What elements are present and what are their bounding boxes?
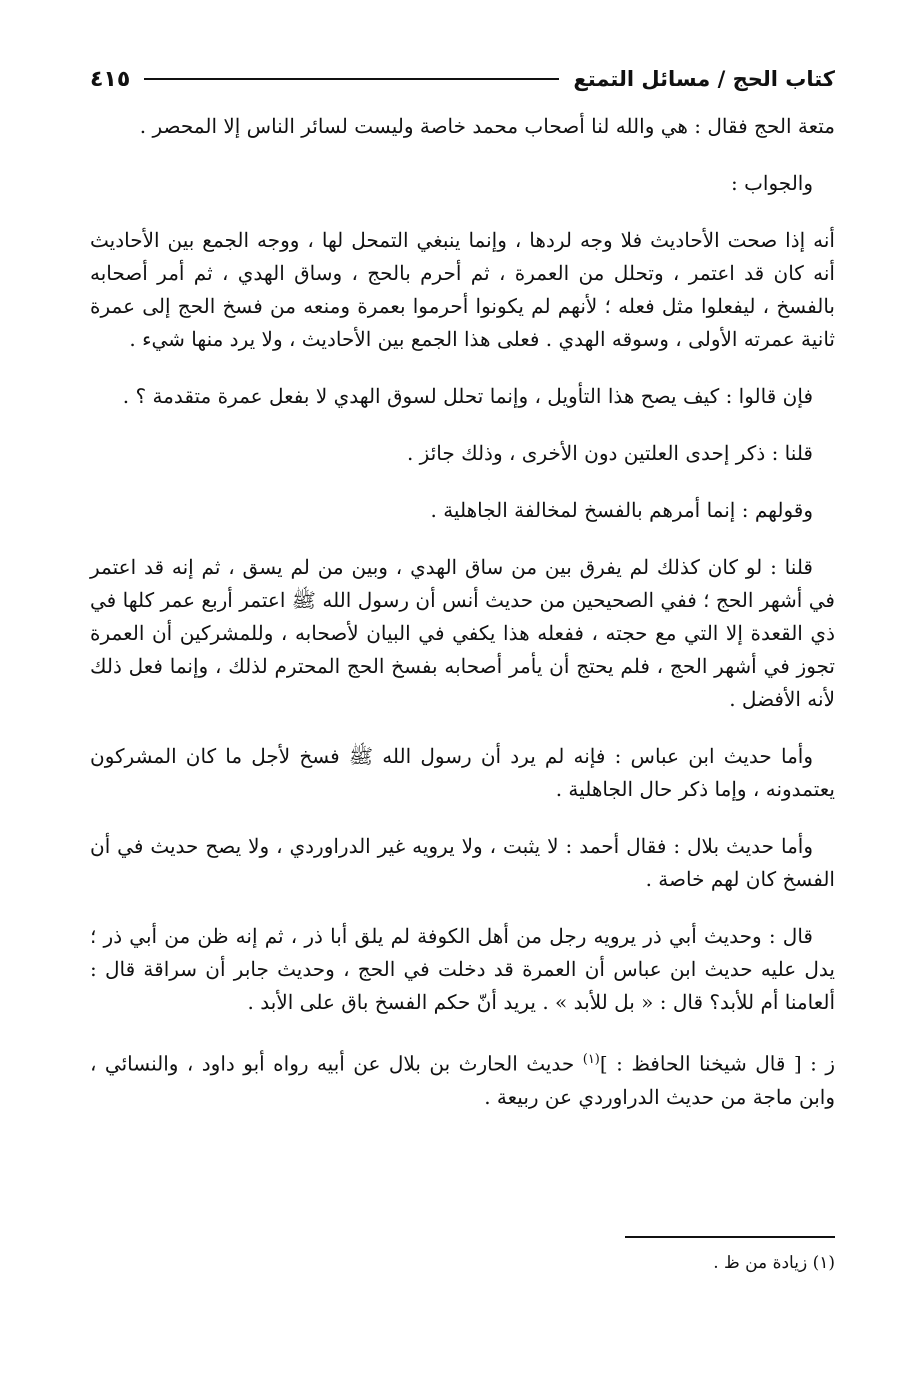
paragraph: وأما حديث ابن عباس : فإنه لم يرد أن رسول الله ﷺ فسخ لأجل ما كان المشركون يعتمدونه ، وإما ذكر حال الجاهلية . — [90, 744, 835, 801]
paragraph: وأما حديث بلال : فقال أحمد : لا يثبت ، ولا يرويه غير الدراوردي ، ولا يصح حديث في أن الفسخ كان لهم خاصة . — [90, 834, 835, 891]
page-number: ٤١٥ — [90, 66, 131, 92]
footnote-separator — [625, 1236, 835, 1238]
header-rule — [144, 78, 559, 80]
paragraph: فإن قالوا : كيف يصح هذا التأويل ، وإنما تحلل لسوق الهدي لا بفعل عمرة متقدمة ؟ . — [122, 384, 813, 408]
paragraph: وقولهم : إنما أمرهم بالفسخ لمخالفة الجاهلية . — [430, 498, 813, 522]
paragraph: قال : وحديث أبي ذر يرويه رجل من أهل الكوفة لم يلق أبا ذر ، ثم إنه ظن من أبي ذر ؛ يدل عليه حديث ابن عباس أن العمرة قد دخلت في الحج ، وحديث جابر أن سراقة قال : ألعامنا أم للأبد؟ قال : « بل للأبد » . يريد أنّ حكم الفسخ باق على الأبد . — [90, 924, 835, 1014]
paragraph: متعة الحج فقال : هي والله لنا أصحاب محمد خاصة وليست لسائر الناس إلا المحصر . — [139, 114, 835, 138]
paragraph: قلنا : ذكر إحدى العلتين دون الأخرى ، وذلك جائز . — [406, 441, 813, 465]
running-header — [90, 62, 835, 96]
paragraph: أنه إذا صحت الأحاديث فلا وجه لردها ، وإنما ينبغي التمحل لها ، ووجه الجمع بين الأحاديث أنه كان قد اعتمر ، وتحلل من العمرة ، ثم أحرم بالحج ، وساق الهدي ، ثم أمر أصحابه بالفسخ ، ليفعلوا مثل فعله ؛ لأنهم لم يكونوا أحرموا بعمرة ومنعه من فسخ الحج إلى عمرة ثانية عمرته الأولى ، وسوقه الهدي . فعلى هذا الجمع بين الأحاديث ، ولا يرد منها شيء . — [90, 228, 835, 351]
paragraph: والجواب : — [730, 171, 813, 195]
paragraph-text: حديث الحارث بن بلال عن أبيه رواه أبو داود ، والنسائي ، وابن ماجة من حديث الدراوردي عن ربيعة . — [90, 1051, 835, 1109]
paragraph-with-footnote-ref — [90, 1043, 835, 1114]
editor-addition: ز : [ قال شيخنا الحافظ : ] — [599, 1051, 835, 1076]
paragraph: قلنا : لو كان كذلك لم يفرق بين من ساق الهدي ، وبين من لم يسق ، ثم إنه قد اعتمر في أشهر الحج ؛ ففي الصحيحين من حديث أنس أن رسول الله ﷺ اعتمر أربع عمر كلها في ذي القعدة إلا التي مع حجته ، ففعله هذا يكفي في البيان لأصحابه ، وللمشركين أن العمرة تجوز في أشهر الحج ، فلم يحتج أن يأمر أصحابه بفسخ الحج المحترم لذلك ، وإنما فعل ذلك لأنه الأفضل . — [90, 555, 835, 711]
body-text — [90, 110, 835, 1138]
footnote-reference: (١) — [582, 1052, 600, 1067]
footnote: (١) زيادة من ظ . — [713, 1253, 835, 1273]
running-title: كتاب الحج / مسائل التمتع — [573, 67, 835, 91]
